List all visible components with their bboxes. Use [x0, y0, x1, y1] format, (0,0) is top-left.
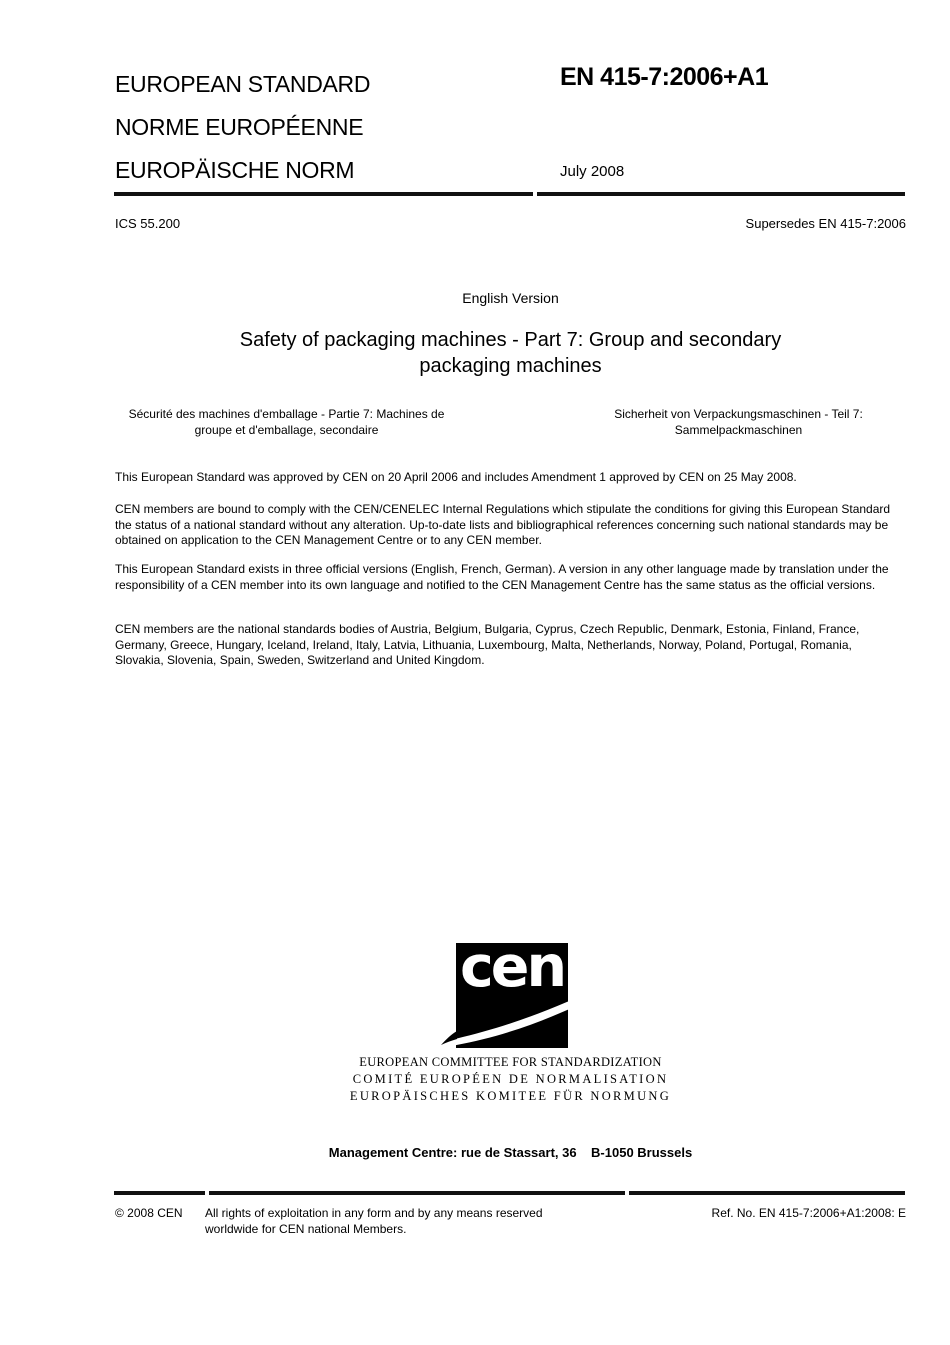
paragraph-versions: This European Standard exists in three official versions (English, French, German). A version in any other language made by translation under the responsibility of a CEN member into its own language and notified to the CEN Management Centre has the same status as the official versions. — [115, 562, 889, 592]
swoosh-tail-icon — [441, 1030, 457, 1046]
footer-rule-segment — [209, 1191, 625, 1195]
page-title-line-1: Safety of packaging machines - Part 7: Group and secondary — [239, 329, 782, 351]
committee-name-de: EUROPÄISCHES KOMITEE FÜR NORMUNG — [349, 1089, 672, 1103]
header-rule-segment — [537, 192, 905, 196]
management-centre-address: Management Centre: rue de Stassart, 36 B-1050 Brussels — [328, 1145, 693, 1160]
footer-rule-segment — [629, 1191, 905, 1195]
page-title-line-2: packaging machines — [419, 355, 602, 377]
committee-name-fr: COMITÉ EUROPÉEN DE NORMALISATION — [352, 1072, 669, 1086]
reference-number: Ref. No. EN 415-7:2006+A1:2008: E — [711, 1206, 906, 1220]
supersedes-note: Supersedes EN 415-7:2006 — [745, 216, 906, 231]
publication-date: July 2008 — [560, 163, 625, 180]
committee-names — [115, 1054, 906, 1105]
copyright-notice: © 2008 CEN — [115, 1206, 183, 1220]
rights-statement — [205, 1206, 543, 1237]
document-type-line-en: EUROPEAN STANDARD — [115, 71, 371, 97]
title-german-line-2: Sammelpackmaschinen — [674, 423, 803, 437]
version-label: English Version — [462, 290, 559, 306]
rights-statement-line-1: All rights of exploitation in any form and by any means reserved — [205, 1206, 543, 1220]
cen-logo-text: cen — [460, 943, 565, 1000]
cen-logo — [456, 943, 568, 1048]
title-german-line-1: Sicherheit von Verpackungsmaschinen - Teil 7: — [614, 407, 863, 421]
committee-name-en: EUROPEAN COMMITTEE FOR STANDARDIZATION — [359, 1055, 662, 1069]
document-type-line-de: EUROPÄISCHE NORM — [115, 157, 355, 183]
page-title — [115, 327, 906, 379]
paragraph-members: CEN members are the national standards bodies of Austria, Belgium, Bulgaria, Cyprus, Czech Republic, Denmark, Estonia, Finland, France, Germany, Greece, Hungary, Iceland, Ireland, Italy, Latvia, Lithuania, Luxembourg, Malta, Netherlands, Norway, Poland, Portugal, Romania, Slovakia, Slovenia, Spain, Sweden, Switzerland and United Kingdom. — [115, 622, 860, 667]
title-german — [566, 406, 911, 438]
title-french — [115, 406, 458, 438]
title-french-line-2: groupe et d'emballage, secondaire — [194, 423, 379, 437]
standard-code: EN 415-7:2006+A1 — [560, 63, 769, 91]
swoosh-icon — [456, 943, 568, 1048]
rights-statement-line-2: worldwide for CEN national Members. — [205, 1221, 407, 1236]
paragraph-approval: This European Standard was approved by CEN on 20 April 2006 and includes Amendment 1 approved by CEN on 25 May 2008. — [115, 470, 797, 484]
paragraph-regulations: CEN members are bound to comply with the CEN/CENELEC Internal Regulations which stipulate the conditions for giving this European Standard the status of a national standard without any alteration. Up-to-date lists and bibliographical references concerning such national standards may be obtained on application to the CEN Management Centre or to any CEN member. — [115, 502, 891, 547]
document-type-line-fr: NORME EUROPÉENNE — [115, 114, 364, 140]
ics-code: ICS 55.200 — [115, 216, 181, 231]
document-type-heading — [115, 63, 370, 192]
footer-rule-segment — [114, 1191, 205, 1195]
title-french-line-1: Sécurité des machines d'emballage - Partie 7: Machines de — [128, 407, 445, 421]
header-rule-segment — [114, 192, 533, 196]
